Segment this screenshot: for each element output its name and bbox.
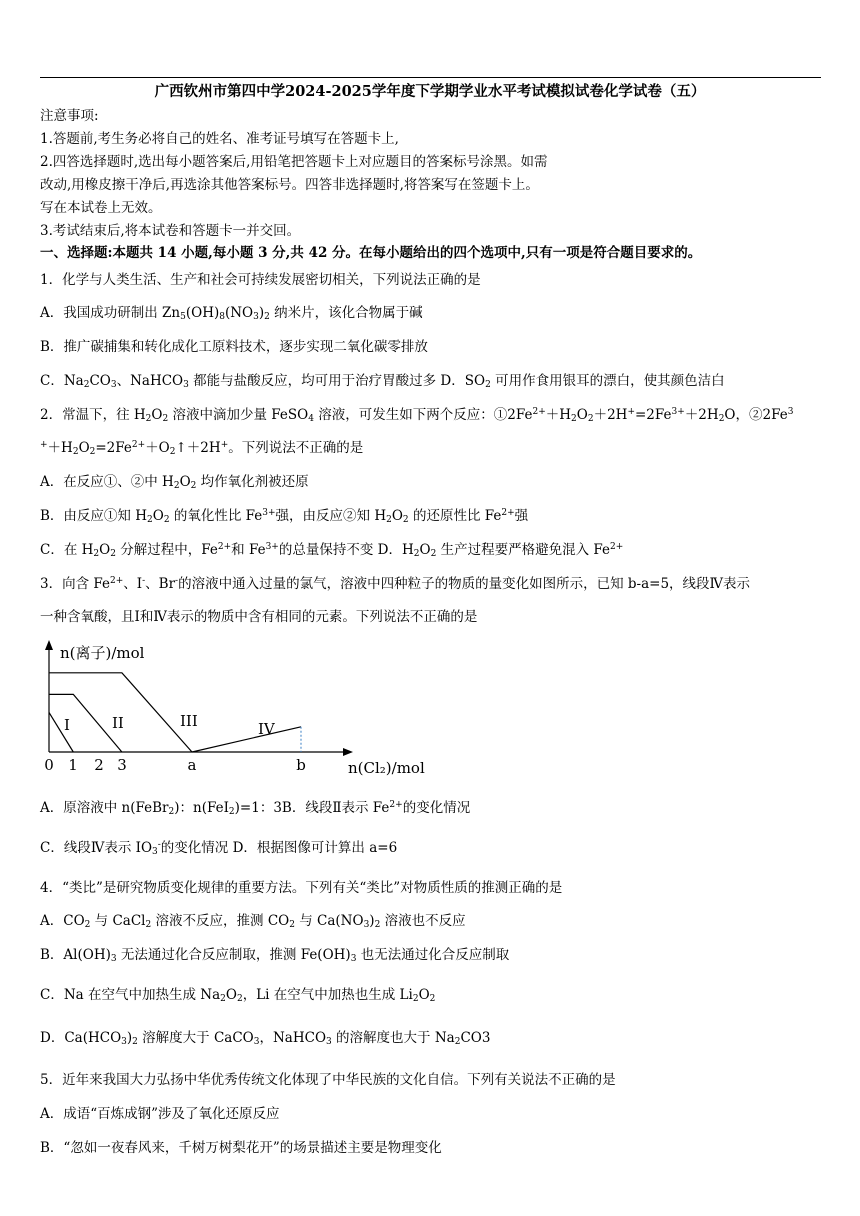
series-line-III <box>49 673 192 752</box>
x-tick-label: 0 <box>44 756 54 774</box>
text-segment: 2 <box>147 515 153 525</box>
text-segment: ，Li 在空气中加热也生成 Li <box>242 987 413 1003</box>
text-segment: ) <box>126 1030 133 1046</box>
text-segment: 2+ <box>131 440 146 450</box>
text-segment: O <box>99 542 111 558</box>
q1-option-c-d <box>40 369 725 389</box>
x-tick-label: 3 <box>117 756 127 774</box>
text-segment: + <box>220 440 229 450</box>
page-title: 广西钦州市第四中学2024-2025学年度下学期学业水平考试模拟试卷化学试卷（五） <box>154 83 706 100</box>
text-segment: 2 <box>264 312 270 322</box>
x-axis-label: n(Cl₂)/mol <box>348 759 425 777</box>
text-segment: 均作氧化剂被还原 <box>196 474 309 490</box>
text-segment: B．由反应①知 H <box>40 508 147 524</box>
q1-stem: 1．化学与人类生活、生产和社会可持续发展密切相关，下列说法正确的是 <box>40 272 481 288</box>
text-segment: C．Na <box>40 373 84 389</box>
text-segment: CO <box>89 373 111 389</box>
text-segment: 的还原性比 Fe <box>408 508 502 524</box>
text-segment: 2+ <box>610 542 624 552</box>
text-segment: =2Fe <box>95 440 132 456</box>
text-segment: 2 <box>169 447 176 457</box>
text-segment: 4 <box>308 414 314 424</box>
text-segment: 2 <box>429 994 436 1004</box>
notice-line-5: 3.考试结束后,将本试卷和答题卡一并交回。 <box>40 223 301 239</box>
text-segment: - <box>142 576 146 586</box>
text-segment: A．我国成功研制出 Zn <box>40 305 181 321</box>
text-segment: O，②2Fe <box>724 407 788 423</box>
text-segment: 与 Ca(NO <box>294 913 364 929</box>
text-segment: 2 <box>485 380 491 390</box>
text-segment: 和 Fe <box>231 542 266 558</box>
text-segment: 无法通过化合反应制取，推测 Fe(OH) <box>116 947 351 963</box>
text-segment: 2 <box>132 1037 138 1047</box>
text-segment: 溶液不反应，推测 CO <box>151 913 290 929</box>
q5-stem: 5．近年来我国大力弘扬中华优秀传统文化体现了中华民族的文化自信。下列有关说法不正确的是 <box>40 1072 616 1088</box>
text-segment: 2+ <box>532 407 546 417</box>
text-segment: 3 <box>787 407 794 417</box>
series-label-IV: IV <box>258 720 275 738</box>
text-segment: - <box>157 840 161 850</box>
x-tick-label: b <box>296 756 306 774</box>
y-axis-label: n(离子)/mol <box>60 644 145 662</box>
text-segment: 3．向含 Fe <box>40 576 110 592</box>
text-segment: 都能与盐酸反应，均可用于治疗胃酸过多 D．SO <box>188 373 486 389</box>
text-segment: 也无法通过化合反应制取 <box>356 947 510 963</box>
section-heading: 一、选择题:本题共 14 小题,每小题 3 分,共 42 分。在每小题给出的四个选项中,只有一项是符合题目要求的。 <box>40 245 702 261</box>
x-tick-label: 1 <box>68 756 78 774</box>
text-segment: C．线段Ⅳ表示 IO <box>40 840 153 856</box>
text-segment: 2 <box>430 549 437 559</box>
text-segment: 的氧化性比 Fe <box>169 508 263 524</box>
q2-option-a <box>40 470 309 490</box>
text-segment: 2+ <box>501 508 515 518</box>
text-segment: - <box>175 576 179 586</box>
text-segment: )=1：3B．线段Ⅱ表示 Fe <box>234 800 390 816</box>
text-segment: 3 <box>183 380 189 390</box>
text-segment: 纳米片，该化合物属于碱 <box>269 305 423 321</box>
text-segment: 溶液也不反应 <box>380 913 466 929</box>
text-segment: 的总量保持不变 D．H <box>278 542 414 558</box>
text-segment: 3 <box>152 847 158 857</box>
x-tick-label: 2 <box>94 756 104 774</box>
notice-line-3: 改动,用橡皮擦干净后,再选涂其他答案标号。四答非选择题时,将答案写在签题卡上。 <box>40 177 539 193</box>
text-segment: 2 <box>190 481 197 491</box>
notice-heading: 注意事项: <box>40 108 99 124</box>
text-segment: 2 <box>72 447 79 457</box>
text-segment: 2 <box>228 807 235 817</box>
text-segment: 2 <box>718 414 725 424</box>
text-segment: 3 <box>110 380 117 390</box>
text-segment: 3 <box>326 1037 332 1047</box>
text-segment: CO <box>460 1030 482 1046</box>
series-line-II <box>49 694 122 752</box>
q2-option-c-d <box>40 538 623 558</box>
text-segment: 3 <box>481 1030 491 1046</box>
text-segment: 2．常温下，往 H <box>40 407 146 423</box>
text-segment: 2+ <box>217 542 232 552</box>
series-label-II: II <box>112 714 124 732</box>
text-segment: O <box>179 474 191 490</box>
text-segment: 2 <box>145 920 152 930</box>
text-segment: 的变化情况 D．根据图像可计算出 a=6 <box>160 840 398 856</box>
text-segment: ＋O <box>145 440 170 456</box>
series-label-I: I <box>64 716 70 734</box>
text-segment: 溶解度大于 CaCO <box>137 1030 254 1046</box>
text-segment: 的溶解度也大于 Na <box>331 1030 455 1046</box>
ion-amount-chart <box>40 638 440 780</box>
text-segment: 2+ <box>389 800 403 810</box>
text-segment: (OH) <box>185 305 220 321</box>
text-segment: 。下列说法不正确的是 <box>228 440 364 456</box>
text-segment: 2 <box>402 515 409 525</box>
text-segment: + <box>627 407 635 417</box>
text-segment: 2 <box>454 1037 461 1047</box>
text-segment: 2 <box>84 920 91 930</box>
text-segment: A．CO <box>40 913 85 929</box>
text-segment: 生产过程要严格避免混入 Fe <box>436 542 610 558</box>
text-segment: 3+ <box>265 542 279 552</box>
text-segment: ) <box>258 305 265 321</box>
text-segment: ＋2H <box>593 407 628 423</box>
text-segment: 3 <box>253 1037 260 1047</box>
text-segment: A．在反应①、②中 H <box>40 474 174 490</box>
text-segment: 2 <box>163 515 170 525</box>
text-segment: 2 <box>220 994 226 1004</box>
text-segment: 2 <box>412 994 419 1004</box>
text-segment: 强 <box>514 508 529 524</box>
text-segment: 2 <box>571 414 577 424</box>
text-segment: ＋2H <box>684 407 719 423</box>
notice-line-2: 2.四答选择题时,选出每小题答案后,用铅笔把答题卡上对应题目的答案标号涂黑。如需 <box>40 154 548 170</box>
text-segment: A．原溶液中 n(FeBr <box>40 800 169 816</box>
text-segment: 的变化情况 <box>402 800 471 816</box>
text-segment: ) <box>369 913 375 929</box>
text-segment: 2 <box>374 920 381 930</box>
text-segment: 3 <box>121 1037 127 1047</box>
text-segment: + <box>40 440 48 450</box>
text-segment: O <box>152 508 164 524</box>
text-segment: 2 <box>145 414 152 424</box>
text-segment: 可用作食用银耳的漂白，使其颜色洁白 <box>490 373 725 389</box>
text-segment: ↑＋2H <box>175 440 221 456</box>
q3-stem-line-2: 一种含氧酸，且Ⅰ和Ⅳ表示的物质中含有相同的元素。下列说法不正确的是 <box>40 609 478 625</box>
q1-option-a <box>40 301 423 321</box>
text-segment: C．在 H <box>40 542 94 558</box>
text-segment: 2 <box>289 920 295 930</box>
y-axis-arrow <box>45 640 53 650</box>
text-segment: 2 <box>173 481 180 491</box>
q4-option-a <box>40 909 466 929</box>
q5-option-b: B．“忽如一夜春风来，千树万树梨花开”的场景描述主要是物理变化 <box>40 1140 442 1156</box>
text-segment: O <box>576 407 588 423</box>
text-segment: 2 <box>162 414 169 424</box>
text-segment: 2 <box>587 414 594 424</box>
series-label-III: III <box>180 712 198 730</box>
text-segment: 、Br <box>145 576 176 592</box>
text-segment: 溶液，可发生如下两个反应：①2Fe <box>313 407 533 423</box>
text-segment: 2 <box>110 549 116 559</box>
text-segment: B．Al(OH) <box>40 947 111 963</box>
text-segment: 与 CaCl <box>90 913 146 929</box>
q4-option-b <box>40 943 509 963</box>
text-segment: 2 <box>83 380 90 390</box>
q2-stem-line-2 <box>40 436 363 456</box>
text-segment: 、NaHCO <box>116 373 184 389</box>
header-rule <box>40 77 821 78</box>
text-segment: 3 <box>350 954 357 964</box>
text-segment: 3 <box>363 920 370 930</box>
text-segment: ＋H <box>545 407 572 423</box>
text-segment: )：n(FeI <box>174 800 229 816</box>
text-segment: O <box>225 987 237 1003</box>
q3-option-a-b <box>40 796 470 816</box>
text-segment: 2 <box>236 994 243 1004</box>
text-segment: O <box>78 440 90 456</box>
text-segment: 溶液中滴加少量 FeSO <box>168 407 309 423</box>
q2-option-b <box>40 504 528 524</box>
q3-stem-line-1 <box>40 572 750 592</box>
text-segment: 3+ <box>262 508 276 518</box>
text-segment: 强，由反应②知 H <box>275 508 387 524</box>
text-segment: 3 <box>110 954 117 964</box>
text-segment: ，NaHCO <box>259 1030 327 1046</box>
notice-line-1: 1.答题前,考生务必将自己的姓名、准考证号填写在答题卡上, <box>40 131 399 147</box>
text-segment: ＋H <box>47 440 73 456</box>
text-segment: 2 <box>93 549 100 559</box>
text-segment: O <box>391 508 403 524</box>
text-segment: C．Na 在空气中加热生成 Na <box>40 987 221 1003</box>
text-segment: D．Ca(HCO <box>40 1030 122 1046</box>
notice-line-4: 写在本试卷上无效。 <box>40 200 162 216</box>
text-segment: 、I <box>123 576 143 592</box>
text-segment: O <box>419 542 431 558</box>
text-segment: O <box>418 987 430 1003</box>
text-segment: 2 <box>413 549 420 559</box>
text-segment: O <box>151 407 163 423</box>
text-segment: 8 <box>219 312 225 322</box>
text-segment: 5 <box>180 312 186 322</box>
q5-option-a: A．成语“百炼成钢”涉及了氧化还原反应 <box>40 1106 280 1122</box>
x-axis-arrow <box>343 748 353 756</box>
text-segment: 分解过程中，Fe <box>115 542 218 558</box>
text-segment: 2 <box>168 807 175 817</box>
text-segment: 2+ <box>110 576 124 586</box>
text-segment: 2 <box>89 447 96 457</box>
q4-stem: 4．“类比”是研究物质变化规律的重要方法。下列有关“类比”对物质性质的推测正确的是 <box>40 880 563 896</box>
text-segment: 的溶液中通入过量的氯气，溶液中四种粒子的物质的量变化如图所示，已知 b-a=5，线段Ⅳ表示 <box>178 576 751 592</box>
series-line-IV <box>192 727 301 752</box>
q3-option-c-d <box>40 836 397 856</box>
text-segment: 3 <box>253 312 259 322</box>
q1-option-b: B．推广碳捕集和转化成化工原料技术，逐步实现二氧化碳零排放 <box>40 339 428 355</box>
x-tick-label: a <box>187 756 197 774</box>
q4-option-d <box>40 1026 490 1046</box>
text-segment: 2 <box>386 515 392 525</box>
q2-stem-line-1 <box>40 403 793 423</box>
text-segment: =2Fe <box>635 407 672 423</box>
text-segment: (NO <box>224 305 254 321</box>
q4-option-c <box>40 983 435 1003</box>
text-segment: 3+ <box>671 407 685 417</box>
